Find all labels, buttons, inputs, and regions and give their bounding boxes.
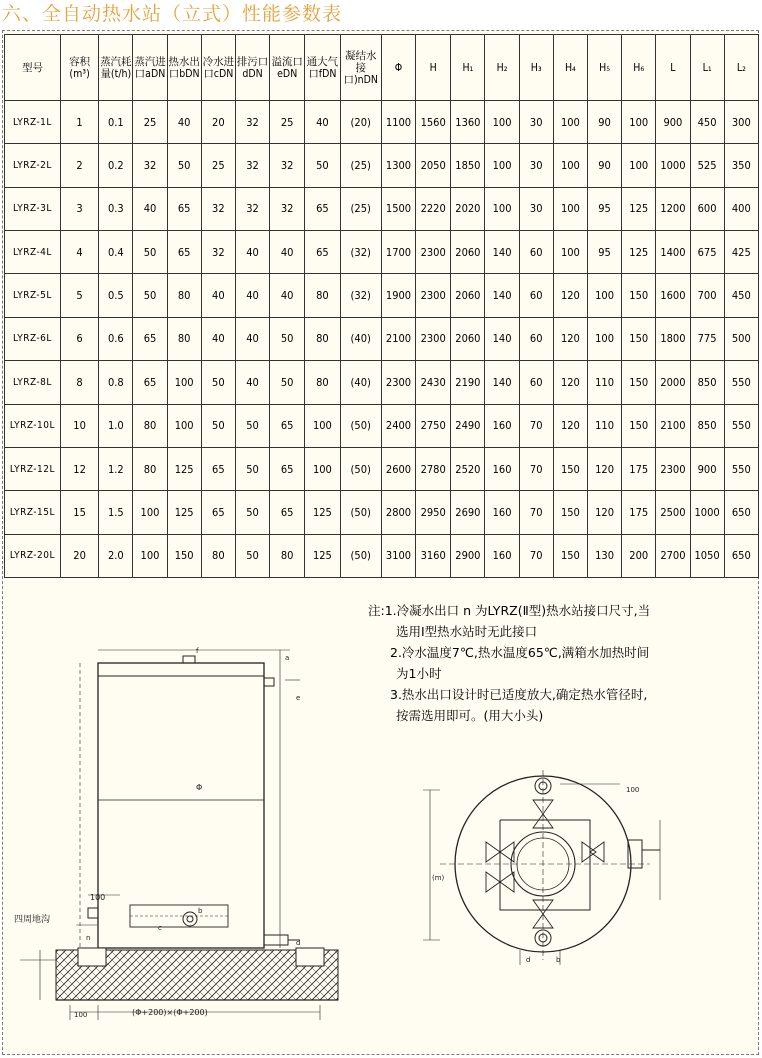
table-cell: 40 — [235, 274, 269, 317]
table-cell: 2020 — [451, 187, 485, 230]
table-cell: 65 — [305, 231, 340, 274]
table-cell: 150 — [622, 361, 656, 404]
table-cell: 100 — [485, 187, 519, 230]
label-100-bottom: 100 — [74, 1011, 88, 1019]
label-f: f — [196, 647, 199, 655]
table-cell: 1000 — [656, 144, 690, 187]
table-cell: 1300 — [381, 144, 415, 187]
header-cell: H₁ — [451, 35, 485, 101]
table-cell: 500 — [724, 317, 758, 360]
label-100-side: 100 — [90, 893, 106, 902]
table-cell: 95 — [587, 187, 621, 230]
table-cell: 125 — [622, 231, 656, 274]
table-cell: (50) — [340, 491, 381, 534]
header-cell: 通大气口fDN — [305, 35, 340, 101]
table-cell: 65 — [270, 404, 305, 447]
table-cell: 95 — [587, 231, 621, 274]
label-b-side: b — [198, 907, 203, 915]
table-cell: 1050 — [690, 534, 724, 577]
table-cell: 425 — [724, 231, 758, 274]
header-cell: 热水出口bDN — [167, 35, 201, 101]
table-cell: 50 — [305, 144, 340, 187]
table-cell: (25) — [340, 187, 381, 230]
table-cell: 900 — [690, 447, 724, 490]
table-cell: 2.0 — [99, 534, 133, 577]
model-cell: LYRZ-12L — [5, 447, 61, 490]
table-cell: 160 — [485, 404, 519, 447]
table-cell: 110 — [587, 404, 621, 447]
table-cell: 20 — [201, 101, 235, 144]
table-cell: 850 — [690, 361, 724, 404]
label-d-side: d — [296, 939, 301, 947]
table-cell: 2100 — [381, 317, 415, 360]
table-cell: 120 — [587, 491, 621, 534]
table-cell: 2520 — [451, 447, 485, 490]
label-d-plan: d — [526, 956, 531, 964]
table-cell: 300 — [724, 101, 758, 144]
table-cell: 0.8 — [99, 361, 133, 404]
table-cell: 140 — [485, 231, 519, 274]
table-cell: 2 — [60, 144, 98, 187]
table-cell: 2800 — [381, 491, 415, 534]
table-cell: 600 — [690, 187, 724, 230]
header-cell: Φ — [381, 35, 415, 101]
table-cell: 10 — [60, 404, 98, 447]
table-cell: 160 — [485, 447, 519, 490]
table-cell: 650 — [724, 491, 758, 534]
table-cell: 140 — [485, 361, 519, 404]
table-cell: 350 — [724, 144, 758, 187]
table-cell: 80 — [167, 274, 201, 317]
table-cell: (40) — [340, 361, 381, 404]
table-cell: 8 — [60, 361, 98, 404]
table-cell: 2300 — [381, 361, 415, 404]
table-cell: 2060 — [451, 274, 485, 317]
table-cell: 32 — [201, 231, 235, 274]
model-cell: LYRZ-20L — [5, 534, 61, 577]
table-cell: 850 — [690, 404, 724, 447]
table-cell: 60 — [519, 361, 553, 404]
model-cell: LYRZ-5L — [5, 274, 61, 317]
table-cell: (50) — [340, 404, 381, 447]
table-cell: 150 — [553, 491, 587, 534]
note-1-line-2: 选用Ⅰ型热水站时无此接口 — [396, 624, 538, 639]
table-cell: 5 — [60, 274, 98, 317]
table-cell: 50 — [167, 144, 201, 187]
table-cell: 550 — [724, 404, 758, 447]
table-cell: 100 — [167, 361, 201, 404]
table-cell: 100 — [587, 317, 621, 360]
table-cell: 32 — [270, 187, 305, 230]
table-cell: 2300 — [416, 274, 451, 317]
table-cell: 100 — [553, 101, 587, 144]
table-cell: 80 — [305, 274, 340, 317]
table-cell: 0.6 — [99, 317, 133, 360]
table-cell: 400 — [724, 187, 758, 230]
table-cell: 1 — [60, 101, 98, 144]
table-cell: 2050 — [416, 144, 451, 187]
note-2-line-1: 2.冷水温度7℃,热水温度65℃,满箱水加热时间 — [390, 645, 650, 660]
table-cell: 1560 — [416, 101, 451, 144]
header-cell: 容积(m³) — [60, 35, 98, 101]
table-cell: 40 — [201, 274, 235, 317]
table-cell: 80 — [305, 361, 340, 404]
table-cell: 65 — [167, 187, 201, 230]
table-cell: 100 — [622, 101, 656, 144]
table-cell: (32) — [340, 274, 381, 317]
table-cell: 150 — [553, 534, 587, 577]
label-phi: Φ — [196, 783, 203, 792]
table-cell: 40 — [235, 317, 269, 360]
table-cell: 2600 — [381, 447, 415, 490]
table-cell: 125 — [305, 534, 340, 577]
table-cell: 1850 — [451, 144, 485, 187]
table-cell: 65 — [270, 447, 305, 490]
header-cell: 凝结水接口)nDN — [340, 35, 381, 101]
table-cell: 2750 — [416, 404, 451, 447]
table-cell: 2430 — [416, 361, 451, 404]
table-cell: (25) — [340, 144, 381, 187]
table-cell: 3 — [60, 187, 98, 230]
table-cell: 125 — [167, 491, 201, 534]
model-cell: LYRZ-8L — [5, 361, 61, 404]
table-cell: 2190 — [451, 361, 485, 404]
table-cell: 550 — [724, 447, 758, 490]
table-cell: 2700 — [656, 534, 690, 577]
table-cell: 40 — [270, 274, 305, 317]
table-cell: 160 — [485, 491, 519, 534]
model-cell: LYRZ-6L — [5, 317, 61, 360]
model-cell: LYRZ-3L — [5, 187, 61, 230]
table-cell: (20) — [340, 101, 381, 144]
table-cell: 25 — [201, 144, 235, 187]
table-cell: 50 — [133, 274, 167, 317]
plan-view-drawing — [423, 770, 660, 965]
table-cell: 6 — [60, 317, 98, 360]
table-cell: 2060 — [451, 317, 485, 360]
table-cell: 100 — [485, 101, 519, 144]
table-cell: 3100 — [381, 534, 415, 577]
table-cell: 40 — [201, 317, 235, 360]
page-title: 六、全自动热水站（立式）性能参数表 — [0, 0, 762, 30]
table-cell: 120 — [553, 404, 587, 447]
header-cell: H₅ — [587, 35, 621, 101]
table-cell: 40 — [235, 361, 269, 404]
table-cell: 80 — [133, 404, 167, 447]
table-cell: 3160 — [416, 534, 451, 577]
table-cell: 125 — [167, 447, 201, 490]
table-cell: 90 — [587, 144, 621, 187]
model-cell: LYRZ-1L — [5, 101, 61, 144]
table-cell: 70 — [519, 534, 553, 577]
table-cell: 1200 — [656, 187, 690, 230]
header-cell: 排污口dDN — [235, 35, 269, 101]
table-cell: 50 — [235, 491, 269, 534]
label-c: c — [158, 924, 162, 932]
table-cell: (32) — [340, 231, 381, 274]
header-cell: 冷水进口cDN — [201, 35, 235, 101]
table-cell: 32 — [133, 144, 167, 187]
table-cell: 120 — [587, 447, 621, 490]
label-a: a — [285, 654, 290, 662]
table-cell: (50) — [340, 447, 381, 490]
table-cell: 32 — [235, 187, 269, 230]
table-cell: 2060 — [451, 231, 485, 274]
table-cell: 450 — [690, 101, 724, 144]
table-cell: 4 — [60, 231, 98, 274]
table-cell: 100 — [553, 187, 587, 230]
table-cell: 50 — [235, 447, 269, 490]
table-cell: 650 — [724, 534, 758, 577]
label-b-plan: b — [556, 956, 561, 964]
table-cell: 110 — [587, 361, 621, 404]
table-cell: (40) — [340, 317, 381, 360]
label-m: (m) — [432, 874, 445, 882]
table-cell: 65 — [305, 187, 340, 230]
header-cell: H₃ — [519, 35, 553, 101]
model-cell: LYRZ-10L — [5, 404, 61, 447]
table-cell: 65 — [201, 447, 235, 490]
header-cell: L₂ — [724, 35, 758, 101]
table-cell: 700 — [690, 274, 724, 317]
table-cell: (50) — [340, 534, 381, 577]
table-cell: 2780 — [416, 447, 451, 490]
table-cell: 175 — [622, 447, 656, 490]
table-cell: 50 — [133, 231, 167, 274]
table-cell: 140 — [485, 274, 519, 317]
table-cell: 60 — [519, 274, 553, 317]
table-cell: 30 — [519, 187, 553, 230]
table-cell: 60 — [519, 231, 553, 274]
table-cell: 80 — [270, 534, 305, 577]
table-cell: 50 — [201, 361, 235, 404]
table-cell: 100 — [133, 491, 167, 534]
table-cell: 12 — [60, 447, 98, 490]
table-cell: 0.4 — [99, 231, 133, 274]
table-cell: 150 — [622, 317, 656, 360]
table-cell: 80 — [167, 317, 201, 360]
label-trench: 四周地沟 — [14, 915, 51, 925]
model-cell: LYRZ-2L — [5, 144, 61, 187]
header-cell: 蒸汽耗量(t/h) — [99, 35, 133, 101]
table-cell: 2490 — [451, 404, 485, 447]
table-cell: 2000 — [656, 361, 690, 404]
header-cell: H₆ — [622, 35, 656, 101]
table-cell: 100 — [305, 447, 340, 490]
note-3-line-2: 按需选用即可。(用大小头) — [396, 708, 544, 723]
table-cell: 2900 — [451, 534, 485, 577]
table-cell: 100 — [167, 404, 201, 447]
table-cell: 2950 — [416, 491, 451, 534]
table-cell: 1700 — [381, 231, 415, 274]
table-cell: 20 — [60, 534, 98, 577]
table-cell: 1900 — [381, 274, 415, 317]
table-cell: 70 — [519, 404, 553, 447]
table-cell: 80 — [201, 534, 235, 577]
table-cell: 2300 — [416, 317, 451, 360]
table-cell: 1500 — [381, 187, 415, 230]
header-cell: H₂ — [485, 35, 519, 101]
table-cell: 2300 — [656, 447, 690, 490]
table-cell: 50 — [235, 534, 269, 577]
table-cell: 50 — [201, 404, 235, 447]
table-cell: 32 — [201, 187, 235, 230]
header-cell: 溢流口eDN — [270, 35, 305, 101]
table-cell: 2220 — [416, 187, 451, 230]
table-cell: 50 — [270, 361, 305, 404]
table-cell: 120 — [553, 274, 587, 317]
label-n: n — [86, 934, 91, 942]
header-cell: H₄ — [553, 35, 587, 101]
table-cell: 900 — [656, 101, 690, 144]
header-cell: 蒸汽进口aDN — [133, 35, 167, 101]
model-cell: LYRZ-4L — [5, 231, 61, 274]
table-cell: 525 — [690, 144, 724, 187]
table-cell: 450 — [724, 274, 758, 317]
table-cell: 2500 — [656, 491, 690, 534]
table-cell: 40 — [133, 187, 167, 230]
table-cell: 80 — [133, 447, 167, 490]
model-cell: LYRZ-15L — [5, 491, 61, 534]
table-cell: 40 — [235, 231, 269, 274]
note-2-line-2: 为1小时 — [396, 666, 442, 681]
table-cell: 100 — [587, 274, 621, 317]
table-cell: 175 — [622, 491, 656, 534]
table-cell: 70 — [519, 447, 553, 490]
table-cell: 1400 — [656, 231, 690, 274]
table-cell: 30 — [519, 101, 553, 144]
table-cell: 2100 — [656, 404, 690, 447]
table-cell: 1.5 — [99, 491, 133, 534]
table-cell: 90 — [587, 101, 621, 144]
table-cell: 160 — [485, 534, 519, 577]
table-cell: 100 — [553, 144, 587, 187]
table-cell: 40 — [305, 101, 340, 144]
table-cell: 65 — [167, 231, 201, 274]
table-cell: 25 — [133, 101, 167, 144]
table-cell: 1600 — [656, 274, 690, 317]
table-cell: 70 — [519, 491, 553, 534]
header-cell: L — [656, 35, 690, 101]
table-cell: 125 — [305, 491, 340, 534]
table-cell: 0.5 — [99, 274, 133, 317]
table-cell: 50 — [270, 317, 305, 360]
table-cell: 25 — [270, 101, 305, 144]
table-cell: 30 — [519, 144, 553, 187]
table-cell: 100 — [305, 404, 340, 447]
table-cell: 1000 — [690, 491, 724, 534]
label-e: e — [296, 694, 301, 702]
note-1-line-1: 注:1.冷凝水出口 n 为LYRZ(Ⅱ型)热水站接口尺寸,当 — [368, 603, 651, 618]
table-cell: 15 — [60, 491, 98, 534]
table-cell: 32 — [235, 101, 269, 144]
table-cell: 65 — [201, 491, 235, 534]
table-cell: 2690 — [451, 491, 485, 534]
table-cell: 100 — [553, 231, 587, 274]
table-cell: 1800 — [656, 317, 690, 360]
table-cell: 100 — [485, 144, 519, 187]
table-cell: 150 — [167, 534, 201, 577]
table-cell: 65 — [133, 317, 167, 360]
table-cell: 100 — [622, 144, 656, 187]
table-cell: 140 — [485, 317, 519, 360]
table-cell: 1.0 — [99, 404, 133, 447]
table-cell: 1360 — [451, 101, 485, 144]
side-view-drawing — [20, 650, 338, 1020]
header-cell: L₁ — [690, 35, 724, 101]
table-cell: 775 — [690, 317, 724, 360]
table-cell: 40 — [167, 101, 201, 144]
table-cell: 0.1 — [99, 101, 133, 144]
table-cell: 120 — [553, 361, 587, 404]
table-cell: 100 — [133, 534, 167, 577]
table-cell: 0.2 — [99, 144, 133, 187]
header-cell: 型号 — [5, 35, 61, 101]
table-cell: 80 — [305, 317, 340, 360]
table-cell: 130 — [587, 534, 621, 577]
table-cell: 150 — [553, 447, 587, 490]
label-100-plan: 100 — [626, 786, 640, 794]
table-cell: 32 — [235, 144, 269, 187]
table-cell: 32 — [270, 144, 305, 187]
table-cell: 50 — [235, 404, 269, 447]
label-bottom-dimension: (Φ+200)×(Φ+200) — [132, 1008, 208, 1017]
table-cell: 1100 — [381, 101, 415, 144]
note-3-line-1: 3.热水出口设计时已适度放大,确定热水管径时, — [390, 687, 648, 702]
table-cell: 0.3 — [99, 187, 133, 230]
table-cell: 60 — [519, 317, 553, 360]
table-cell: 65 — [270, 491, 305, 534]
table-cell: 200 — [622, 534, 656, 577]
table-cell: 1.2 — [99, 447, 133, 490]
table-cell: 150 — [622, 404, 656, 447]
table-cell: 150 — [622, 274, 656, 317]
table-cell: 550 — [724, 361, 758, 404]
header-cell: H — [416, 35, 451, 101]
table-cell: 65 — [133, 361, 167, 404]
table-cell: 40 — [270, 231, 305, 274]
table-cell: 125 — [622, 187, 656, 230]
table-cell: 2400 — [381, 404, 415, 447]
table-cell: 2300 — [416, 231, 451, 274]
table-cell: 675 — [690, 231, 724, 274]
table-cell: 120 — [553, 317, 587, 360]
